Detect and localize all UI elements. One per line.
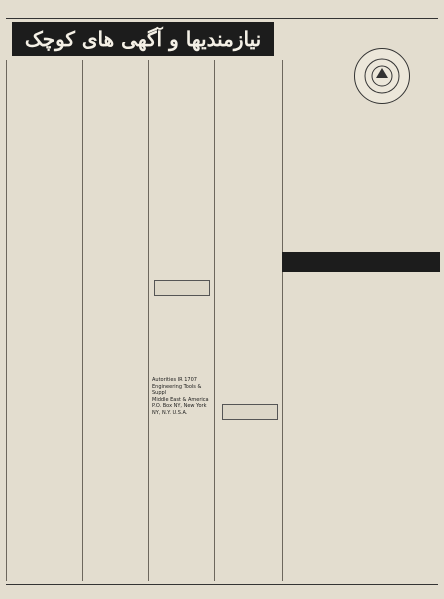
notice-box: [222, 404, 278, 420]
classifieds-banner: [12, 22, 274, 56]
english-ad-block: [152, 377, 211, 416]
english-line-4: P.O. Box NY, New York: [152, 403, 207, 409]
column-3: [214, 60, 282, 581]
column-6: [6, 60, 82, 581]
english-line-1: Autorities IR 1707: [152, 377, 197, 383]
cinema-section-ribbon: [282, 252, 440, 272]
page-footer: [6, 584, 438, 595]
english-line-2: Engineering Tools & Suppl: [152, 383, 202, 396]
banner-title: نیازمندیها و آگهی های کوچک: [24, 27, 262, 51]
english-line-3: Middle East & America: [152, 396, 209, 403]
english-line-5: NY, N.Y. U.S.A.: [152, 409, 188, 416]
column-4: [148, 60, 214, 581]
column-5: [82, 60, 148, 581]
small-notice-box: [154, 280, 210, 296]
column-1: [350, 60, 440, 581]
page-header: [6, 4, 438, 19]
column-2: [282, 60, 350, 581]
